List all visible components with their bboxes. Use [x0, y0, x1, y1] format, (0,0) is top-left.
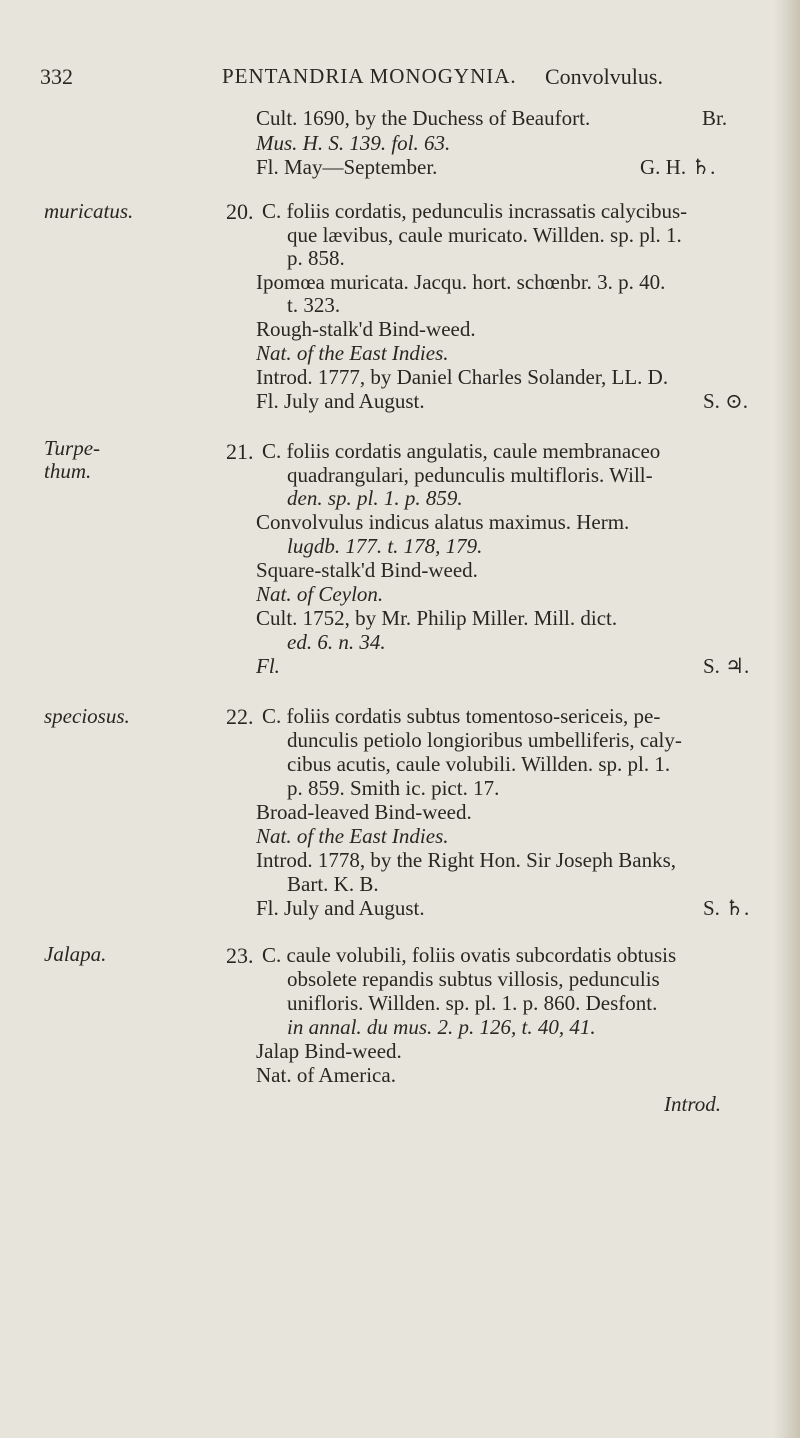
text-line: Introd. 1777, by Daniel Charles Solander, LL. D.	[256, 365, 669, 389]
text-line: C. caule volubili, foliis ovatis subcordatis obtusis	[262, 943, 677, 967]
text-line: Bart. K. B.	[287, 872, 379, 896]
text-line: lugdb. 177. t. 178, 179.	[287, 534, 483, 558]
genus-title: Convolvulus.	[545, 64, 663, 89]
text-line: p. 858.	[287, 246, 345, 270]
entry-number: 22.	[226, 704, 254, 729]
entry-number: 21.	[226, 439, 254, 464]
species-name: Turpe-	[44, 436, 101, 460]
text-line: Broad-leaved Bind-weed.	[256, 800, 472, 824]
text-line: Mus. H. S. 139. fol. 63.	[256, 131, 451, 155]
symbol: S. ⊙.	[703, 389, 749, 413]
text-line: Nat. of the East Indies.	[256, 824, 449, 848]
symbol: G. H. ♄.	[640, 155, 716, 179]
text-line: Cult. 1752, by Mr. Philip Miller. Mill. dict.	[256, 606, 618, 630]
species-name: speciosus.	[44, 704, 130, 728]
page-edge	[774, 0, 800, 1438]
text-line: Nat. of the East Indies.	[256, 341, 449, 365]
text-line: dunculis petiolo longioribus umbelliferis, caly-	[287, 728, 682, 752]
text-line: t. 323.	[287, 293, 341, 317]
species-name: Jalapa.	[44, 942, 107, 966]
running-title: PENTANDRIA MONOGYNIA.	[222, 64, 517, 88]
text-line: C. foliis cordatis subtus tomentoso-sericeis, pe-	[262, 704, 661, 728]
text-line: Fl.	[256, 654, 280, 678]
text-line: Nat. of America.	[256, 1063, 396, 1087]
text-line: quadrangulari, pedunculis multifloris. Will-	[287, 463, 653, 487]
symbol: S. ♃.	[703, 654, 750, 678]
text-line: Ipomœa muricata. Jacqu. hort. schœnbr. 3. p. 40.	[256, 270, 666, 294]
text-line: den. sp. pl. 1. p. 859.	[287, 486, 463, 510]
species-name: muricatus.	[44, 199, 134, 223]
text-line: Rough-stalk'd Bind-weed.	[256, 317, 476, 341]
symbol: S. ♄.	[703, 896, 750, 920]
text-line: que lævibus, caule muricato. Willden. sp. pl. 1.	[287, 223, 682, 247]
text-line: p. 859. Smith ic. pict. 17.	[287, 776, 500, 800]
text-line: C. foliis cordatis angulatis, caule membranaceo	[262, 439, 661, 463]
text-line: unifloris. Willden. sp. pl. 1. p. 860. Desfont.	[287, 991, 658, 1015]
text-line: Nat. of Ceylon.	[256, 582, 384, 606]
text-line: Convolvulus indicus alatus maximus. Herm.	[256, 510, 630, 534]
text-line: obsolete repandis subtus villosis, pedunculis	[287, 967, 660, 991]
text-line: Fl. July and August.	[256, 896, 425, 920]
text-line: ed. 6. n. 34.	[287, 630, 386, 654]
text-line: Cult. 1690, by the Duchess of Beaufort.	[256, 106, 591, 130]
entry-number: 23.	[226, 943, 254, 968]
text-line: Introd. 1778, by the Right Hon. Sir Joseph Banks,	[256, 848, 676, 872]
text-line: Jalap Bind-weed.	[256, 1039, 402, 1063]
running-header	[0, 64, 800, 94]
text-line: Fl. May—September.	[256, 155, 438, 179]
species-name: thum.	[44, 459, 92, 483]
text-line-right: Br.	[702, 106, 728, 130]
text-line: C. foliis cordatis, pedunculis incrassatis calycibus-	[262, 199, 688, 223]
text-line: cibus acutis, caule volubili. Willden. sp. pl. 1.	[287, 752, 671, 776]
catchword: Introd.	[664, 1092, 721, 1116]
text-line: in annal. du mus. 2. p. 126, t. 40, 41.	[287, 1015, 596, 1039]
text-line: Square-stalk'd Bind-weed.	[256, 558, 478, 582]
entry-number: 20.	[226, 199, 254, 224]
text-line: Fl. July and August.	[256, 389, 425, 413]
page-number: 332	[40, 64, 73, 89]
